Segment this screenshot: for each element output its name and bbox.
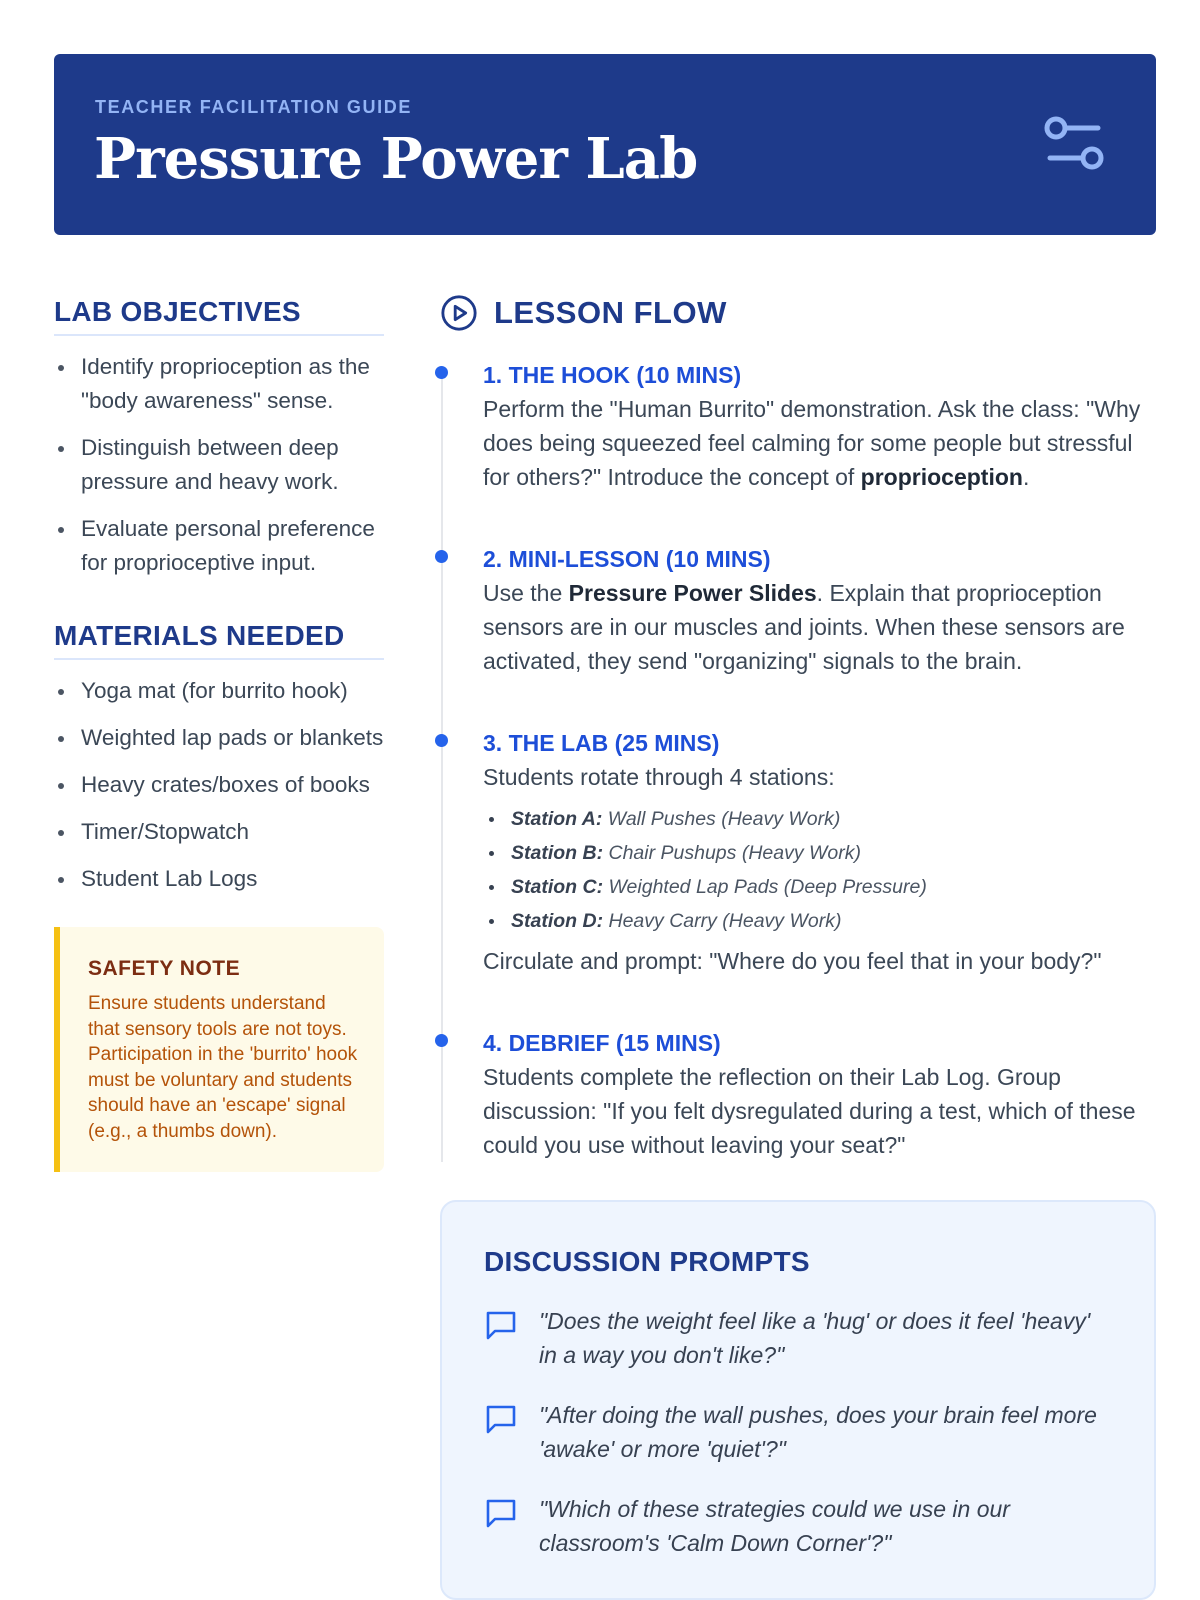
objective-item: Evaluate personal preference for proprioceptive input. (54, 512, 384, 580)
safety-note (54, 927, 384, 1172)
material-item: Timer/Stopwatch (54, 815, 384, 849)
lesson-flow-header (440, 290, 1156, 336)
material-item: Yoga mat (for burrito hook) (54, 674, 384, 708)
discussion-prompt (484, 1398, 1114, 1466)
header-banner (54, 54, 1156, 235)
objectives-list (54, 350, 384, 580)
step-heading: 4. DEBRIEF (15 MINS) (483, 1030, 721, 1056)
objectives-title: LAB OBJECTIVES (54, 296, 384, 336)
step-heading: 3. THE LAB (25 MINS) (483, 730, 720, 756)
material-item: Weighted lap pads or blankets (54, 721, 384, 755)
guide-kicker: TEACHER FACILITATION GUIDE (95, 97, 412, 117)
step-text: Use the Pressure Power Slides. Explain that proprioception sensors are in our muscles and joints. When these sensors are activated, they send "organizing" signals to the brain. (483, 580, 1125, 674)
lesson-step (440, 726, 1156, 978)
speech-bubble-icon (484, 1402, 518, 1436)
objective-item: Distinguish between deep pressure and heavy work. (54, 431, 384, 499)
step-intro: Students rotate through 4 stations: (483, 764, 835, 790)
timeline-dot (435, 366, 448, 379)
station-item: Station D: Heavy Carry (Heavy Work) (483, 904, 1156, 938)
station-item: Station B: Chair Pushups (Heavy Work) (483, 836, 1156, 870)
speech-bubble-icon (484, 1308, 518, 1342)
step-text: Students complete the reflection on their Lab Log. Group discussion: "If you felt dysregulated during a test, which of these could you use without leaving your seat?" (483, 1064, 1136, 1158)
discussion-prompts-title: DISCUSSION PROMPTS (484, 1246, 810, 1277)
page-title: Pressure Power Lab (94, 126, 698, 192)
discussion-prompt (484, 1492, 1114, 1560)
lesson-step (440, 1026, 1156, 1162)
timeline-dot (435, 734, 448, 747)
timeline-dot (435, 550, 448, 563)
lesson-flow-section (440, 290, 1156, 1162)
safety-note-body: Ensure students understand that sensory tools are not toys. Participation in the 'burrito' hook must be voluntary and students should have an 'escape' signal (e.g., a thumbs down). (88, 993, 358, 1142)
material-item: Student Lab Logs (54, 862, 384, 896)
station-item: Station C: Weighted Lap Pads (Deep Pressure) (483, 870, 1156, 904)
step-heading: 2. MINI-LESSON (10 MINS) (483, 546, 771, 572)
lesson-timeline (440, 358, 1156, 1162)
stations-list (483, 802, 1156, 938)
material-item: Heavy crates/boxes of books (54, 768, 384, 802)
play-circle-icon (440, 294, 478, 332)
station-item: Station A: Wall Pushes (Heavy Work) (483, 802, 1156, 836)
discussion-prompts-card (440, 1200, 1156, 1600)
timeline-dot (435, 1034, 448, 1047)
prompt-text: "Does the weight feel like a 'hug' or does it feel 'heavy' in a way you don't like?" (539, 1308, 1091, 1368)
speech-bubble-icon (484, 1496, 518, 1530)
safety-note-title: SAFETY NOTE (88, 957, 241, 980)
left-column (54, 296, 384, 1172)
step-heading: 1. THE HOOK (10 MINS) (483, 362, 742, 388)
lesson-step (440, 358, 1156, 494)
objective-item: Identify proprioception as the "body awareness" sense. (54, 350, 384, 418)
materials-title: MATERIALS NEEDED (54, 620, 384, 660)
lesson-step (440, 542, 1156, 678)
step-outro: Circulate and prompt: "Where do you feel that in your body?" (483, 948, 1102, 974)
step-text: Perform the "Human Burrito" demonstration. Ask the class: "Why does being squeezed feel calming for some people but stressful for others?" Introduce the concept of proprioception. (483, 396, 1141, 490)
lesson-flow-title: LESSON FLOW (494, 295, 727, 330)
materials-list (54, 674, 384, 896)
prompt-text: "After doing the wall pushes, does your brain feel more 'awake' or more 'quiet'?" (539, 1402, 1097, 1462)
discussion-prompt (484, 1304, 1114, 1372)
sliders-icon (1042, 112, 1106, 176)
prompt-text: "Which of these strategies could we use in our classroom's 'Calm Down Corner'?" (539, 1496, 1010, 1556)
